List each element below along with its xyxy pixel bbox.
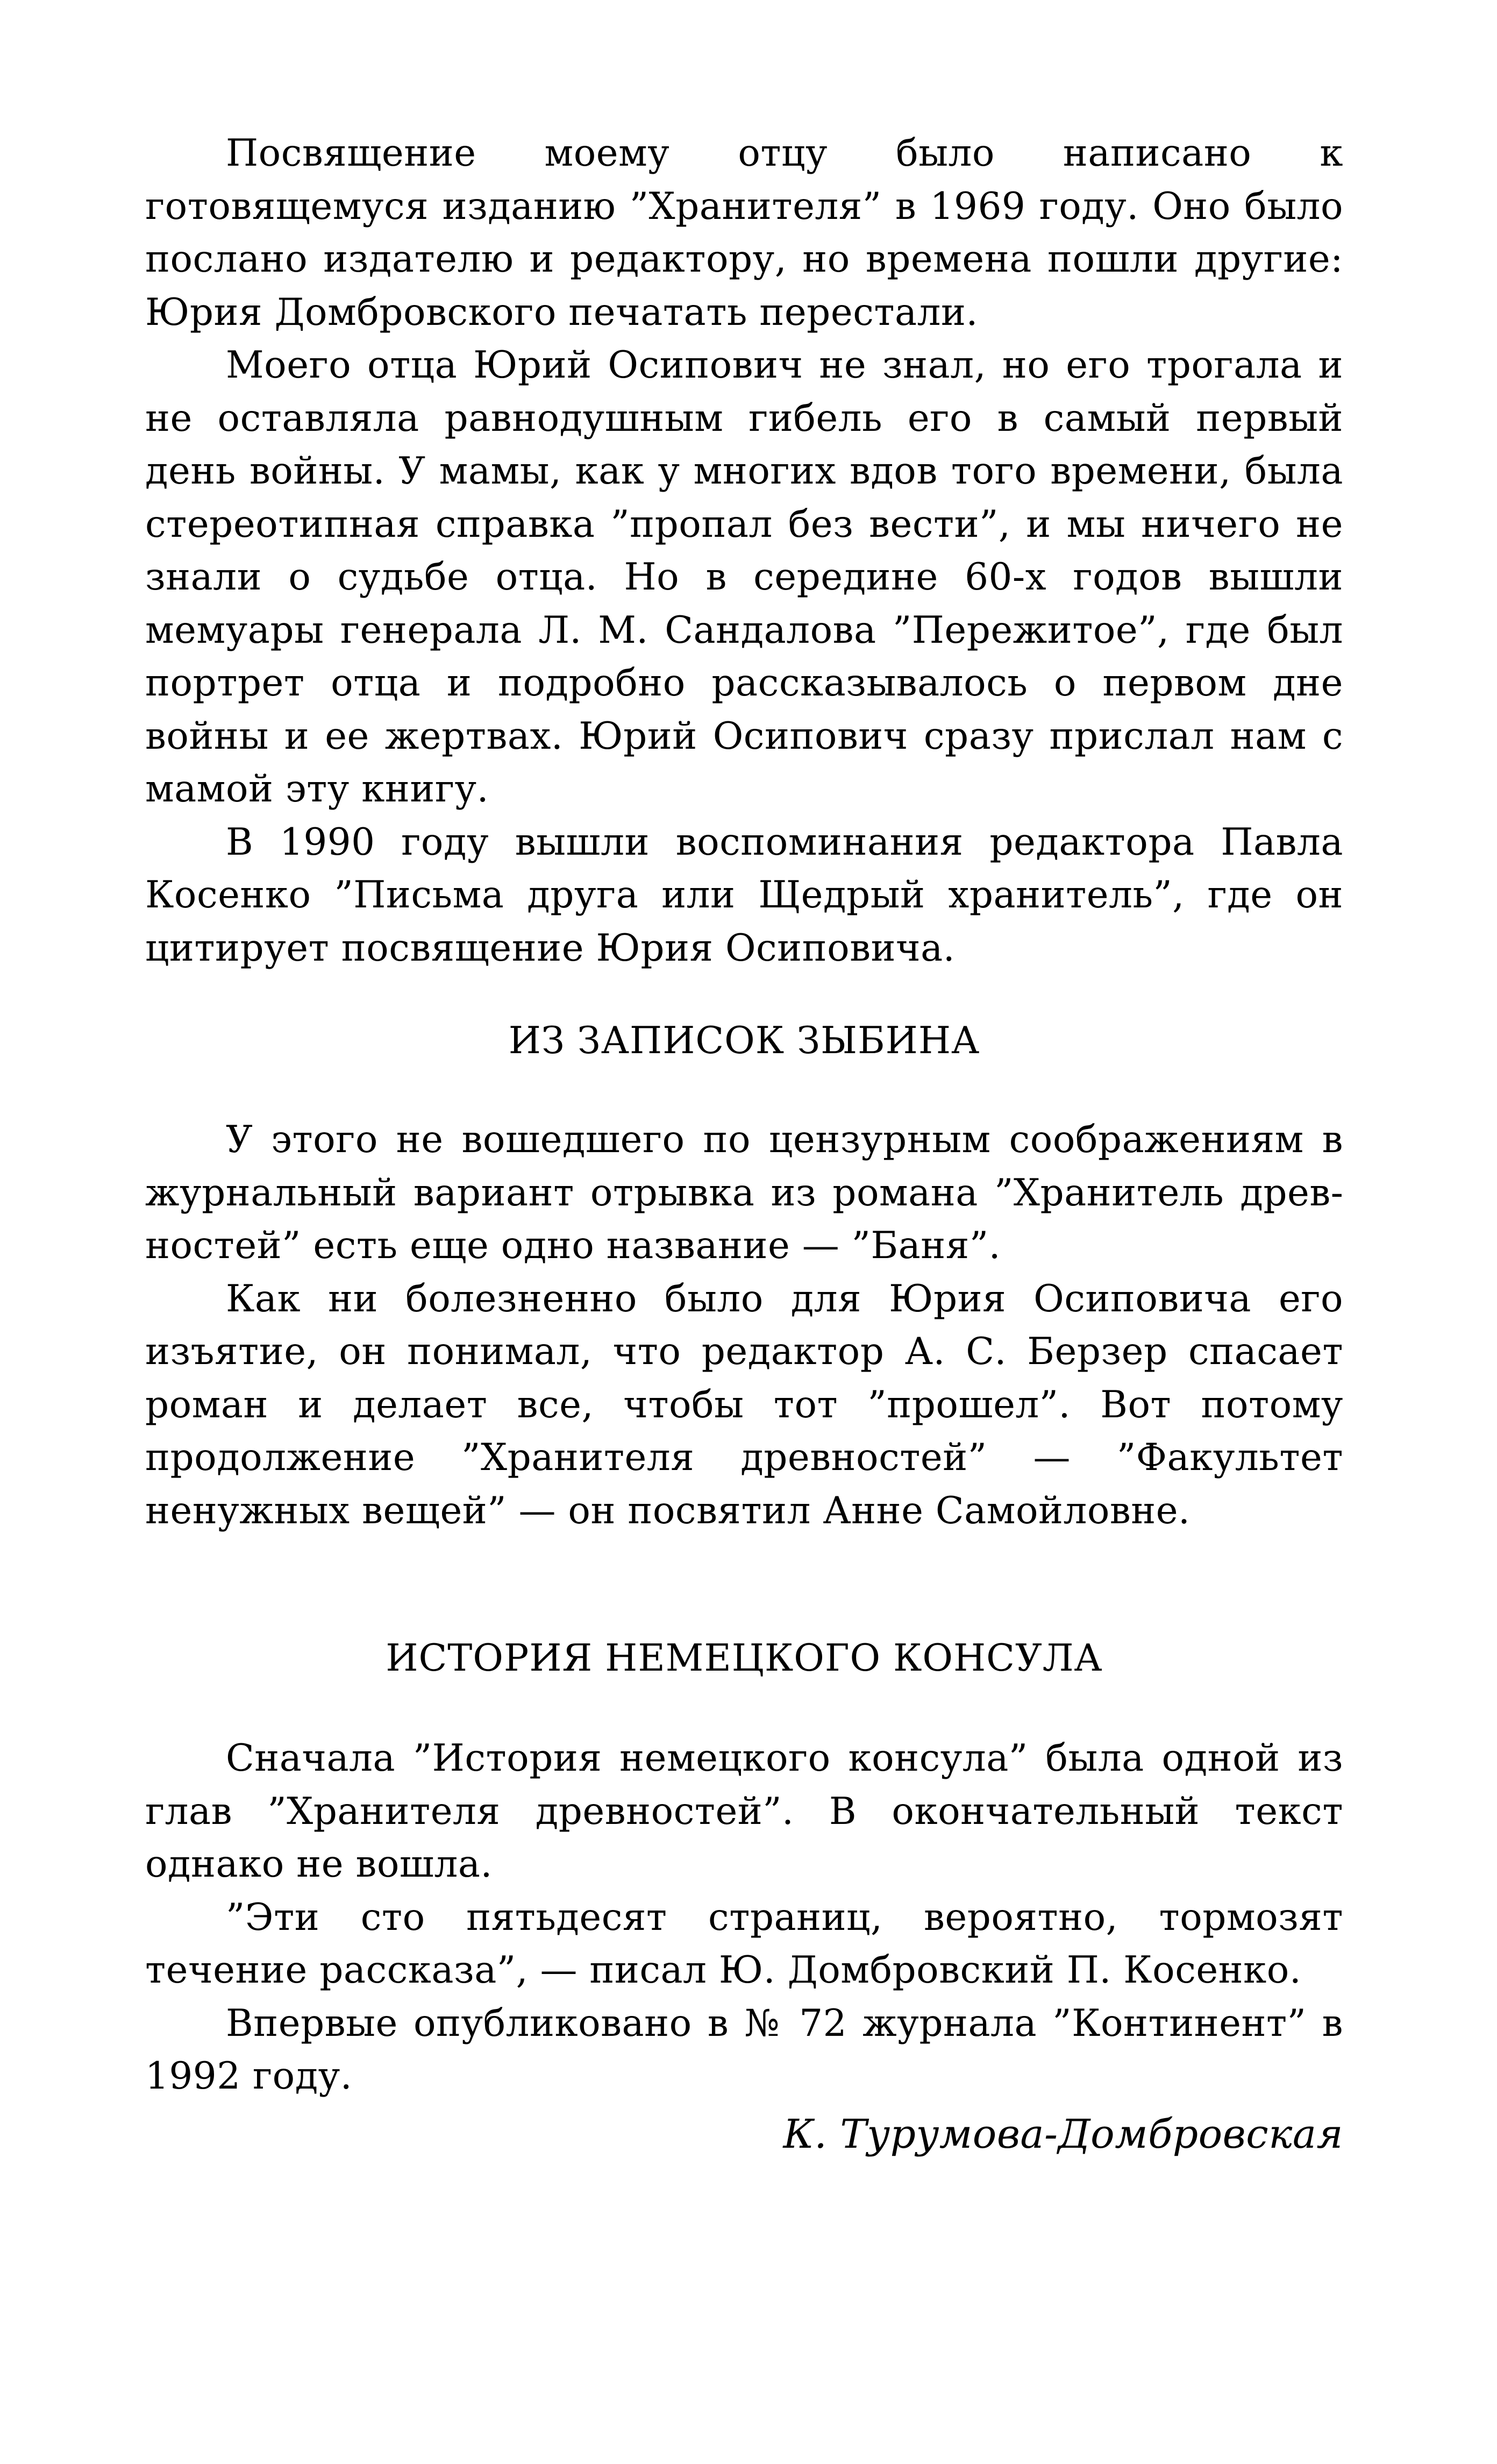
- consul-heading: ИСТОРИЯ НЕМЕЦКОГО КОНСУЛА: [386, 1637, 1103, 1680]
- zybin-paragraph-1: У этого не вошедшего по цензурным соображениям в журнальный вариант отрывка из романа ”Хранитель древностей” есть еще одно название — ”Баня”.: [145, 1118, 1343, 1267]
- dedication-paragraph-1: Посвящение моему отцу было написано к готовящемуся изданию ”Хранителя” в 1969 году. Оно было послано издателю и редактору, но времена пошли другие: Юрия Домбровского печатать перестали.: [145, 132, 1343, 334]
- consul-paragraph-1: Сначала ”История немецкого консула” была одной из глав ”Хранителя древностей”. В окончательный текст однако не вошла.: [145, 1737, 1343, 1886]
- consul-paragraph-2: ”Эти сто пятьдесят страниц, вероятно, тормозят течение рассказа”, — писал Ю. Домбровский П. Косенко.: [145, 1895, 1343, 1992]
- zybin-paragraph-2: Как ни болезненно было для Юрия Осиповича его изъятие, он понимал, что редактор А. С. Берзер спасает роман и делает все, чтобы тот ”прошел”. Вот потому продолжение ”Хранителя древностей” — ”Факультет ненужных вещей” — он посвятил Анне Самойловне.: [145, 1277, 1343, 1532]
- dedication-section: [145, 127, 1343, 975]
- zybin-section: [145, 1113, 1343, 1537]
- consul-paragraph-3: Впервые опубликовано в № 72 журнала ”Континент” в 1992 году.: [145, 2001, 1343, 2098]
- dedication-paragraph-2: Моего отца Юрий Осипович не знал, но его трогала и не оставляла равнодушным гибель его в самый первый день войны. У мамы, как у многих вдов того времени, была стереотипная справка ”пропал без вести”, и мы ничего не знали о судьбе отца. Но в середине 60-х годов вышли мемуары генерала Л. М. Сандалова ”Пережитое”, где был портрет отца и подробно рассказывалось о первом дне войны и ее жертвах. Юрий Осипович сразу прислал нам с мамой эту книгу.: [145, 344, 1343, 811]
- consul-section: [145, 1732, 1343, 2103]
- zybin-heading: ИЗ ЗАПИСОК ЗЫБИНА: [508, 1019, 980, 1062]
- dedication-paragraph-3: В 1990 году вышли воспоминания редактора Павла Косенко ”Письма друга или Щедрый хранитель”, где он цитирует посвящение Юрия Осиповича.: [145, 820, 1343, 970]
- author-signature: К. Турумова-Домбровская: [783, 2111, 1343, 2157]
